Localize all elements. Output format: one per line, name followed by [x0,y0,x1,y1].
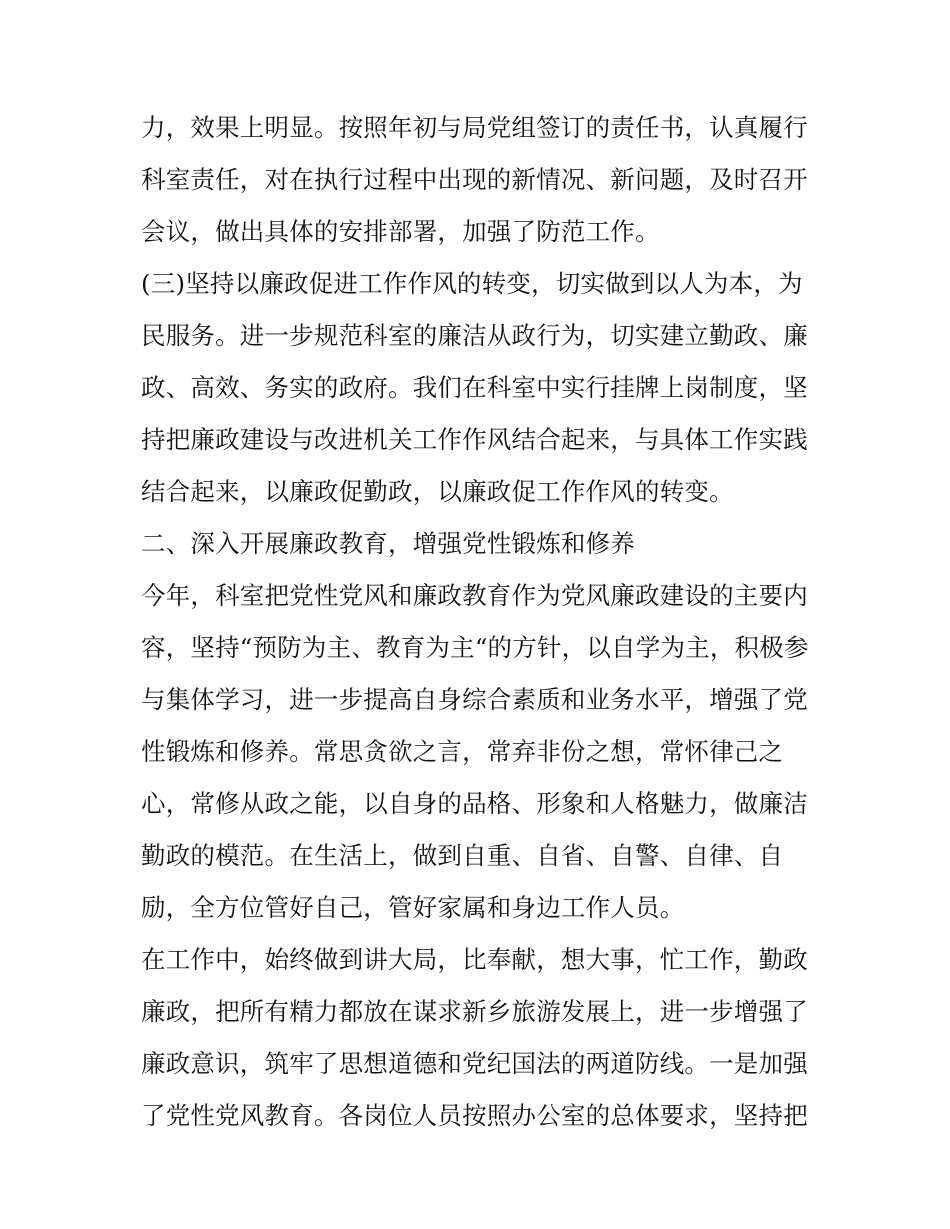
text-line: 廉政，把所有精力都放在谋求新乡旅游发展上，进一步增强了 [141,997,808,1026]
document-body [141,102,815,1142]
text-line: 了党性党风教育。各岗位人员按照办公室的总体要求，坚持把 [141,1101,808,1130]
text-line: (三)坚持以廉政促进工作作风的转变，切实做到以人为本，为 [141,269,803,298]
text-line: 廉政意识，筑牢了思想道德和党纪国法的两道防线。一是加强 [141,1049,808,1078]
text-line: 励，全方位管好自己，管好家属和身边工作人员。 [141,893,685,922]
text-line: 心，常修从政之能，以自身的品格、形象和人格魅力，做廉洁 [141,789,808,818]
text-line: 结合起来，以廉政促勤政，以廉政促工作作风的转变。 [141,477,734,506]
text-line: 会议，做出具体的安排部署，加强了防范工作。 [141,217,660,246]
text-line: 在工作中，始终做到讲大局，比奉献，想大事，忙工作，勤政 [141,945,808,974]
section-heading: 二、深入开展廉政教育，增强党性锻炼和修养 [141,529,635,558]
text-line: 政、高效、务实的政府。我们在科室中实行挂牌上岗制度，坚 [141,373,808,402]
text-line: 今年，科室把党性党风和廉政教育作为党风廉政建设的主要内 [141,581,808,610]
text-line: 科室责任，对在执行过程中出现的新情况、新问题，及时召开 [141,165,808,194]
text-line: 力，效果上明显。按照年初与局党组签订的责任书，认真履行 [141,113,808,142]
text-line: 与集体学习，进一步提高自身综合素质和业务水平，增强了党 [141,685,808,714]
text-line: 勤政的模范。在生活上，做到自重、自省、自警、自律、自 [141,841,784,870]
text-line: 民服务。进一步规范科室的廉洁从政行为，切实建立勤政、廉 [141,321,808,350]
text-line: 持把廉政建设与改进机关工作作风结合起来，与具体工作实践 [141,425,808,454]
text-line: 容，坚持“预防为主、教育为主“的方针，以自学为主，积极参 [141,633,809,662]
text-line: 性锻炼和修养。常思贪欲之言，常弃非份之想，常怀律己之 [141,737,784,766]
